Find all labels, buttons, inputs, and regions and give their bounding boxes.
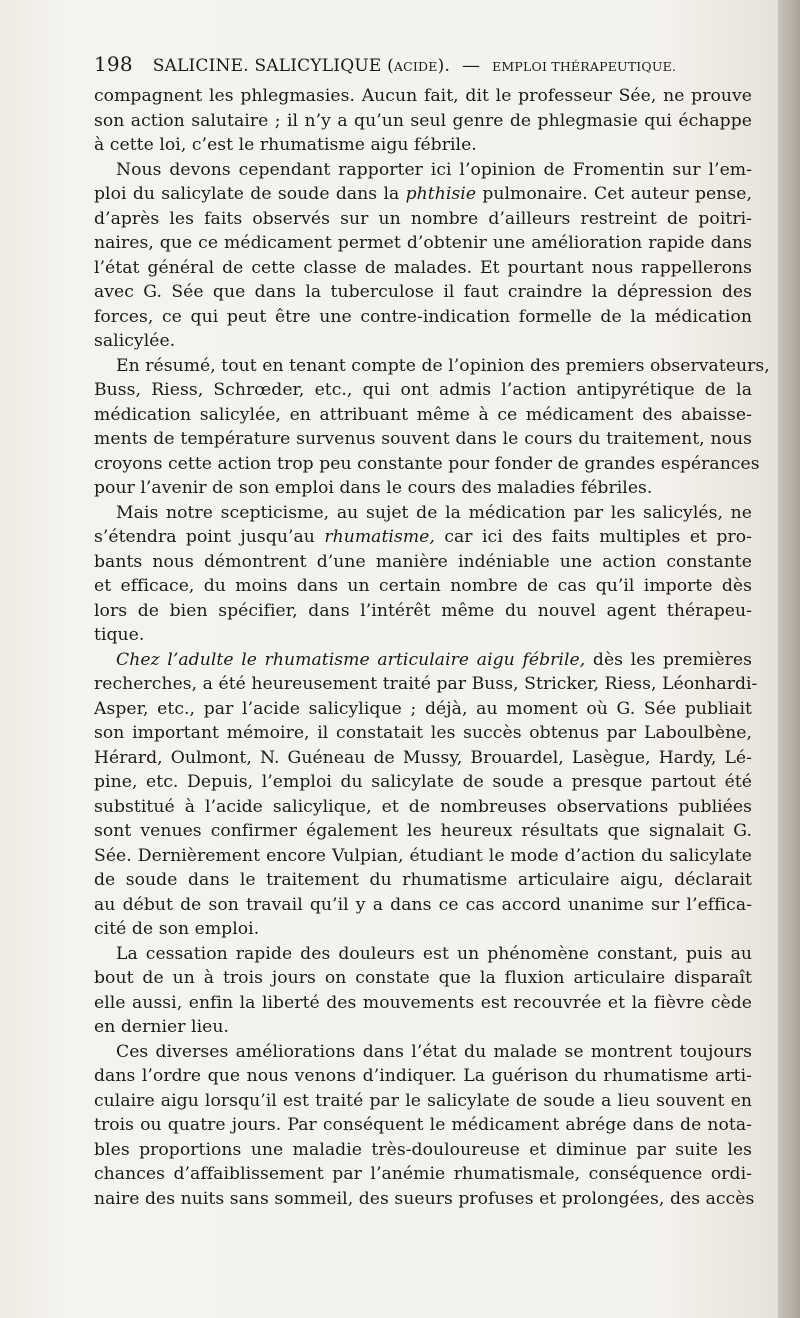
- text-line: culaire aigu lorsqu’il est traité par le salicylate de soude a lieu souvent en: [94, 1090, 752, 1111]
- text-line: [94, 182, 752, 207]
- running-title: SALICINE. SALICYLIQUE (ACIDE).: [152, 56, 451, 76]
- text-line: substitué à l’acide salicylique, et de nombreuses observations publiées: [94, 796, 752, 817]
- text-line: lors de bien spécifier, dans l’intérêt même du nouvel agent thérapeu-: [94, 600, 752, 621]
- text-line: salicylée.: [94, 331, 176, 351]
- running-title-small-caps: ACIDE: [393, 59, 438, 74]
- text-line: croyons cette action trop peu constante pour fonder de grandes espérances: [94, 453, 760, 474]
- text-line: son action salutaire ; il n’y a qu’un seul genre de phlegmasie qui échappe: [94, 110, 752, 131]
- text-segment: car ici des faits multiples et pro-: [434, 527, 753, 547]
- text-line: Ces diverses améliorations dans l’état du malade se montrent toujours: [116, 1041, 752, 1062]
- text-line: [94, 525, 752, 550]
- text-line: Asper, etc., par l’acide salicylique ; déjà, au moment où G. Sée publiait: [94, 698, 752, 719]
- text-line: l’état général de cette classe de malades. Et pourtant nous rappellerons: [94, 257, 752, 278]
- page-number: 198: [94, 52, 133, 76]
- text-line: compagnent les phlegmasies. Aucun fait, dit le professeur Sée, ne prouve: [94, 86, 752, 106]
- text-line: Mais notre scepticisme, au sujet de la médication par les salicylés, ne: [116, 502, 752, 523]
- text-line: [94, 648, 752, 673]
- text-line: pour l’avenir de son emploi dans le cours des maladies fébriles.: [94, 478, 653, 498]
- text-line: bants nous démontrent d’une manière indéniable une action constante: [94, 551, 752, 572]
- text-line: sont venues confirmer également les heureux résultats que signalait G.: [94, 821, 752, 841]
- text-line: pine, etc. Depuis, l’emploi du salicylate de soude a presque partout été: [94, 772, 752, 792]
- text-line: bout de un à trois jours on constate que la fluxion articulaire disparaît: [94, 968, 752, 988]
- text-line: au début de son travail qu’il y a dans ce cas accord unanime sur l’effica-: [94, 894, 752, 915]
- text-segment: pulmonaire. Cet auteur pense,: [476, 184, 753, 204]
- text-line: avec G. Sée que dans la tuberculose il faut craindre la dépression des: [94, 282, 752, 302]
- text-line: naires, que ce médicament permet d’obtenir une amélioration rapide dans: [94, 233, 752, 253]
- text-line: à cette loi, c’est le rhumatisme aigu fébrile.: [94, 135, 477, 155]
- text-line: d’après les faits observés sur un nombre d’ailleurs restreint de poitri-: [94, 208, 752, 229]
- text-line: naire des nuits sans sommeil, des sueurs profuses et prolongées, des accès: [94, 1188, 755, 1209]
- text-line: dans l’ordre que nous venons d’indiquer. La guérison du rhumatisme arti-: [94, 1066, 752, 1086]
- text-line: elle aussi, enfin la liberté des mouvements est recouvrée et la fièvre cède: [94, 992, 752, 1013]
- text-line: Nous devons cependant rapporter ici l’opinion de Fromentin sur l’em-: [116, 159, 752, 180]
- text-line: Hérard, Oulmont, N. Guéneau de Mussy, Brouardel, Lasègue, Hardy, Lé-: [94, 747, 752, 768]
- text-line: forces, ce qui peut être une contre-indication formelle de la médication: [94, 306, 752, 327]
- text-line: En résumé, tout en tenant compte de l’opinion des premiers observateurs,: [116, 355, 770, 376]
- section-title: EMPLOI THÉRAPEUTIQUE.: [492, 59, 677, 74]
- text-line: en dernier lieu.: [94, 1017, 230, 1037]
- text-line: de soude dans le traitement du rhumatisme articulaire aigu, déclarait: [94, 870, 752, 890]
- text-line: recherches, a été heureusement traité par Buss, Stricker, Riess, Léonhardi-: [94, 674, 758, 694]
- text-line: trois ou quatre jours. Par conséquent le médicament abrége dans de nota-: [94, 1115, 752, 1135]
- italic-term: rhumatisme,: [324, 527, 435, 547]
- page-gutter: [778, 0, 800, 1318]
- text-line: médication salicylée, en attribuant même à ce médicament des abaisse-: [94, 404, 752, 425]
- text-segment: dès les premières: [585, 649, 752, 670]
- text-line: son important mémoire, il constatait les succès obtenus par Laboulbène,: [94, 723, 752, 743]
- text-segment: s’étendra point jusqu’au: [94, 527, 325, 547]
- text-segment: ploi du salicylate de soude dans la: [94, 184, 406, 204]
- running-header: [94, 52, 754, 76]
- body-text: [94, 84, 770, 1211]
- text-line: ments de température survenus souvent dans le cours du traitement, nous: [94, 429, 752, 449]
- text-line: Buss, Riess, Schrœder, etc., qui ont admis l’action antipyrétique de la: [94, 380, 752, 400]
- italic-term: phthisie: [405, 184, 477, 204]
- text-line: et efficace, du moins dans un certain nombre de cas qu’il importe dès: [94, 576, 752, 596]
- text-line: Sée. Dernièrement encore Vulpian, étudiant le mode d’action du salicylate: [94, 845, 752, 866]
- text-line: La cessation rapide des douleurs est un phénomène constant, puis au: [116, 943, 752, 964]
- text-line: tique.: [94, 625, 145, 645]
- header-dash: —: [461, 55, 481, 76]
- text-line: bles proportions une maladie très-douloureuse et diminue par suite les: [94, 1139, 752, 1160]
- text-line: cité de son emploi.: [94, 919, 260, 939]
- text-line: chances d’affaiblissement par l’anémie rhumatismale, conséquence ordi-: [94, 1164, 752, 1184]
- italic-term: Chez l’adulte le rhumatisme articulaire aigu fébrile,: [116, 649, 586, 670]
